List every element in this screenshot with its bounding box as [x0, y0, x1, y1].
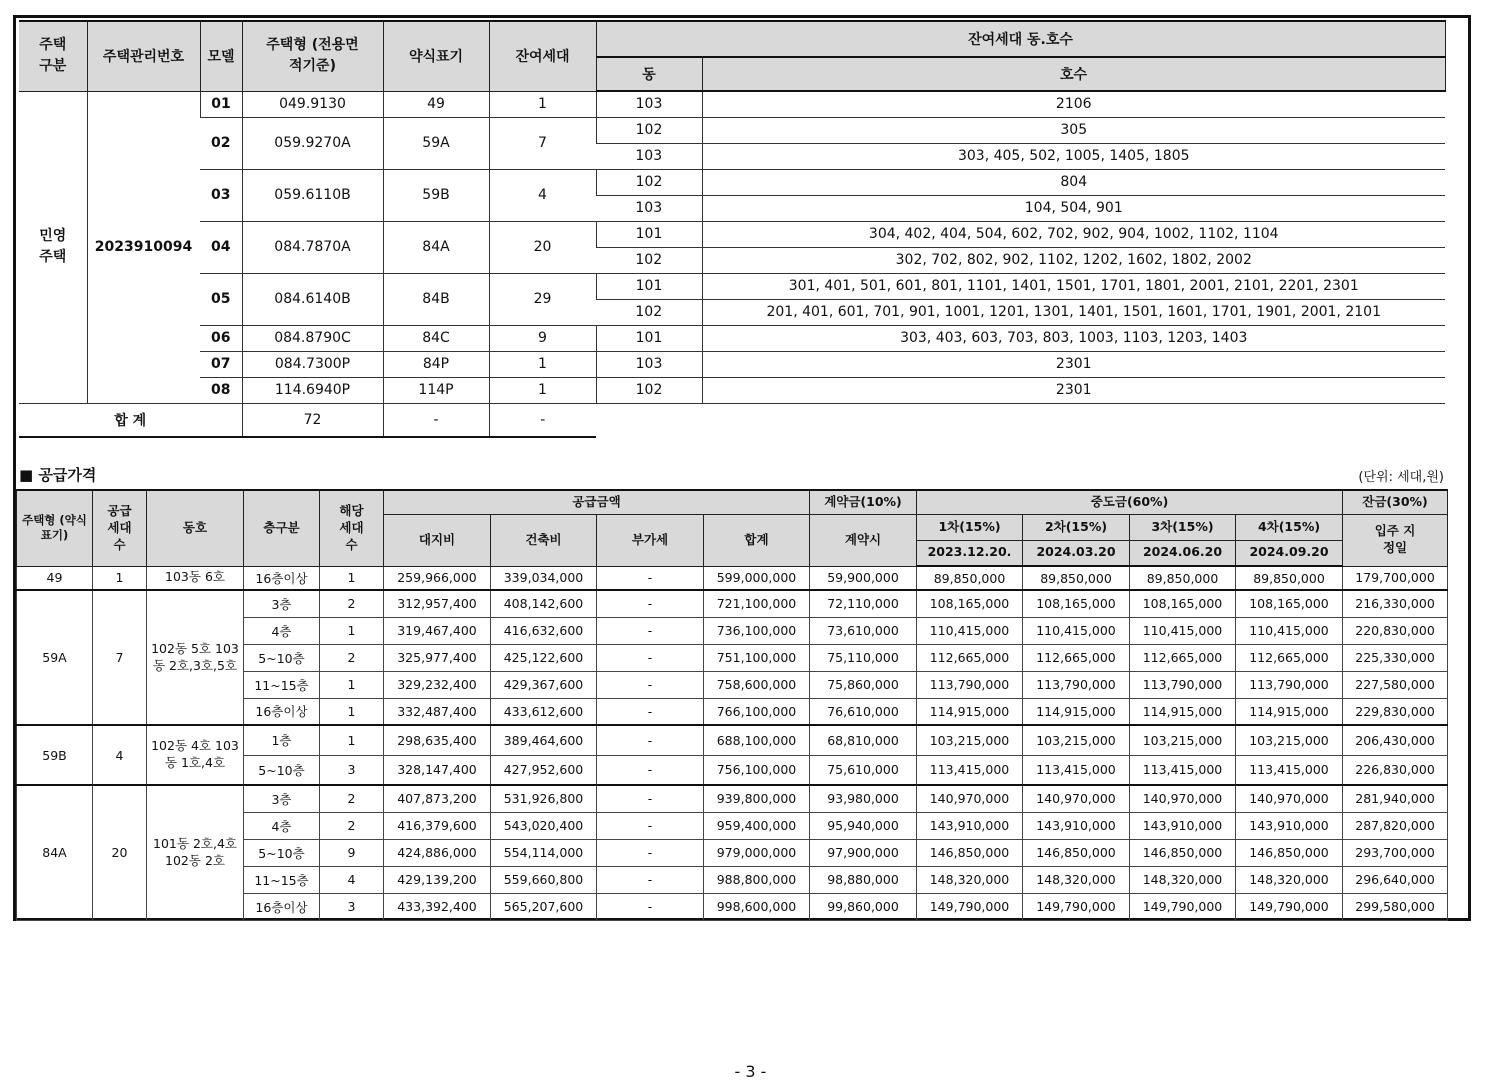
m3-cell: 140,970,000	[1130, 785, 1236, 812]
header-m1: 1차(15%)	[917, 514, 1023, 540]
balance-cell: 287,820,000	[1343, 812, 1448, 839]
type-cell: 49	[17, 566, 93, 590]
vat-cell: -	[597, 644, 704, 671]
header-m2: 2차(15%)	[1023, 514, 1130, 540]
type-cell: 59B	[17, 725, 93, 785]
dongho-cell: 103동 6호	[147, 566, 244, 590]
floor-cell: 16층이상	[244, 566, 320, 590]
header-m3-date: 2024.06.20	[1130, 540, 1236, 566]
m3-cell: 112,665,000	[1130, 644, 1236, 671]
hosu-cell: 303, 403, 603, 703, 803, 1003, 1103, 1203, 1403	[702, 325, 1445, 351]
header-housing-type: 주택 구분	[19, 21, 87, 91]
m1-cell: 140,970,000	[917, 785, 1023, 812]
remaining-count-cell: 7	[489, 117, 596, 169]
units-cell: 3	[320, 893, 384, 920]
hosu-cell: 104, 504, 901	[702, 195, 1445, 221]
m2-cell: 146,850,000	[1023, 839, 1130, 866]
sum-cell: 758,600,000	[704, 671, 810, 698]
units-cell: 1	[320, 671, 384, 698]
hosu-cell: 2106	[702, 91, 1445, 117]
vat-cell: -	[597, 755, 704, 785]
balance-cell: 206,430,000	[1343, 725, 1448, 755]
price-row	[17, 785, 1448, 812]
sum-cell: 688,100,000	[704, 725, 810, 755]
model-cell: 02	[200, 117, 242, 169]
units-cell: 1	[320, 566, 384, 590]
dong-cell: 101	[596, 221, 702, 247]
model-cell: 08	[200, 377, 242, 403]
sum-cell: 766,100,000	[704, 698, 810, 725]
house-type-cell: 084.7870A	[242, 221, 383, 273]
page-number: - 3 -	[734, 1062, 767, 1081]
m4-cell: 110,415,000	[1236, 617, 1343, 644]
price-row	[17, 590, 1448, 617]
m3-cell: 103,215,000	[1130, 725, 1236, 755]
header-mgmt-no: 주택관리번호	[87, 21, 200, 91]
balance-cell: 229,830,000	[1343, 698, 1448, 725]
building-cell: 433,612,600	[491, 698, 597, 725]
balance-cell: 216,330,000	[1343, 590, 1448, 617]
land-cell: 259,966,000	[384, 566, 491, 590]
land-cell: 424,886,000	[384, 839, 491, 866]
units-cell: 1	[320, 617, 384, 644]
dong-cell: 101	[596, 273, 702, 299]
abbrev-cell: 84A	[383, 221, 489, 273]
dong-cell: 102	[596, 377, 702, 403]
m2-cell: 103,215,000	[1023, 725, 1130, 755]
sum-cell: 751,100,000	[704, 644, 810, 671]
supply-units-cell: 20	[93, 785, 147, 920]
land-cell: 332,487,400	[384, 698, 491, 725]
price-row	[17, 566, 1448, 590]
type-cell: 59A	[17, 590, 93, 725]
sum-cell: 988,800,000	[704, 866, 810, 893]
land-cell: 329,232,400	[384, 671, 491, 698]
abbrev-cell: 114P	[383, 377, 489, 403]
dong-cell: 101	[596, 325, 702, 351]
hosu-cell: 301, 401, 501, 601, 801, 1101, 1401, 1501, 1701, 1801, 2001, 2101, 2201, 2301	[702, 273, 1445, 299]
hosu-cell: 303, 405, 502, 1005, 1405, 1805	[702, 143, 1445, 169]
header-sum: 합계	[704, 514, 810, 566]
m3-cell: 114,915,000	[1130, 698, 1236, 725]
supply-units-cell: 7	[93, 590, 147, 725]
units-cell: 3	[320, 755, 384, 785]
m2-cell: 110,415,000	[1023, 617, 1130, 644]
m1-cell: 113,415,000	[917, 755, 1023, 785]
balance-cell: 299,580,000	[1343, 893, 1448, 920]
section-title: ■ 공급가격	[19, 466, 97, 484]
house-type-cell: 059.6110B	[242, 169, 383, 221]
land-cell: 429,139,200	[384, 866, 491, 893]
dongho-cell: 102동 5호 103동 2호,3호,5호	[147, 590, 244, 725]
contract-cell: 75,860,000	[810, 671, 917, 698]
m1-cell: 148,320,000	[917, 866, 1023, 893]
remaining-count-cell: 1	[489, 351, 596, 377]
land-cell: 312,957,400	[384, 590, 491, 617]
building-cell: 339,034,000	[491, 566, 597, 590]
vat-cell: -	[597, 866, 704, 893]
m4-cell: 143,910,000	[1236, 812, 1343, 839]
supply-units-cell: 4	[93, 725, 147, 785]
land-cell: 407,873,200	[384, 785, 491, 812]
vat-cell: -	[597, 698, 704, 725]
header-units: 해당 세대수	[320, 490, 384, 566]
m2-cell: 113,790,000	[1023, 671, 1130, 698]
hosu-cell: 804	[702, 169, 1445, 195]
header-middle: 중도금(60%)	[917, 490, 1343, 514]
m3-cell: 148,320,000	[1130, 866, 1236, 893]
header-land: 대지비	[384, 514, 491, 566]
sum-cell: 736,100,000	[704, 617, 810, 644]
vat-cell: -	[597, 893, 704, 920]
m1-cell: 114,915,000	[917, 698, 1023, 725]
m1-cell: 103,215,000	[917, 725, 1023, 755]
floor-cell: 5~10층	[244, 644, 320, 671]
contract-cell: 75,610,000	[810, 755, 917, 785]
header-building: 건축비	[491, 514, 597, 566]
m4-cell: 89,850,000	[1236, 566, 1343, 590]
building-cell: 427,952,600	[491, 755, 597, 785]
header-balance-when: 입주 지정일	[1343, 514, 1448, 566]
m3-cell: 143,910,000	[1130, 812, 1236, 839]
remaining-count-cell: 1	[489, 377, 596, 403]
contract-cell: 76,610,000	[810, 698, 917, 725]
sum-cell: 939,800,000	[704, 785, 810, 812]
model-cell: 07	[200, 351, 242, 377]
model-cell: 05	[200, 273, 242, 325]
vat-cell: -	[597, 590, 704, 617]
m4-cell: 113,790,000	[1236, 671, 1343, 698]
m3-cell: 113,790,000	[1130, 671, 1236, 698]
header-remaining-units: 잔여세대 동.호수	[596, 21, 1445, 57]
contract-cell: 75,110,000	[810, 644, 917, 671]
balance-cell: 225,330,000	[1343, 644, 1448, 671]
balance-cell: 296,640,000	[1343, 866, 1448, 893]
units-cell: 2	[320, 785, 384, 812]
remaining-count-cell: 4	[489, 169, 596, 221]
supply-units-cell: 1	[93, 566, 147, 590]
housing-type-cell: 민영 주택	[19, 91, 87, 403]
m4-cell: 148,320,000	[1236, 866, 1343, 893]
m3-cell: 149,790,000	[1130, 893, 1236, 920]
remaining-count-cell: 29	[489, 273, 596, 325]
abbrev-cell: 84P	[383, 351, 489, 377]
header-m4: 4차(15%)	[1236, 514, 1343, 540]
remaining-count-cell: 9	[489, 325, 596, 351]
m3-cell: 108,165,000	[1130, 590, 1236, 617]
m4-cell: 103,215,000	[1236, 725, 1343, 755]
contract-cell: 98,880,000	[810, 866, 917, 893]
dong-cell: 102	[596, 117, 702, 143]
m1-cell: 110,415,000	[917, 617, 1023, 644]
dong-cell: 103	[596, 195, 702, 221]
abbrev-cell: 59A	[383, 117, 489, 169]
abbrev-cell: 84B	[383, 273, 489, 325]
header-vat: 부가세	[597, 514, 704, 566]
abbrev-cell: 59B	[383, 169, 489, 221]
units-cell: 2	[320, 812, 384, 839]
vat-cell: -	[597, 725, 704, 755]
floor-cell: 16층이상	[244, 893, 320, 920]
floor-cell: 11~15층	[244, 671, 320, 698]
m2-cell: 149,790,000	[1023, 893, 1130, 920]
house-type-cell: 059.9270A	[242, 117, 383, 169]
m3-cell: 113,415,000	[1130, 755, 1236, 785]
unit-note: (단위: 세대,원)	[1358, 470, 1444, 485]
supply-price-table	[16, 489, 1448, 921]
sum-cell: 756,100,000	[704, 755, 810, 785]
dong-cell: 102	[596, 299, 702, 325]
building-cell: 425,122,600	[491, 644, 597, 671]
hosu-cell: 201, 401, 601, 701, 901, 1001, 1201, 1301, 1401, 1501, 1601, 1701, 1901, 2001, 2101	[702, 299, 1445, 325]
m1-cell: 146,850,000	[917, 839, 1023, 866]
balance-cell: 226,830,000	[1343, 755, 1448, 785]
hosu-cell: 304, 402, 404, 504, 602, 702, 902, 904, 1002, 1102, 1104	[702, 221, 1445, 247]
m4-cell: 114,915,000	[1236, 698, 1343, 725]
sum-cell: 599,000,000	[704, 566, 810, 590]
floor-cell: 3층	[244, 590, 320, 617]
dong-cell: 102	[596, 169, 702, 195]
house-type-cell: 114.6940P	[242, 377, 383, 403]
land-cell: 433,392,400	[384, 893, 491, 920]
units-cell: 9	[320, 839, 384, 866]
header-floor: 층구분	[244, 490, 320, 566]
header-m1-date: 2023.12.20.	[917, 540, 1023, 566]
dongho-cell: 102동 4호 103동 1호,4호	[147, 725, 244, 785]
building-cell: 559,660,800	[491, 866, 597, 893]
sum-cell: 979,000,000	[704, 839, 810, 866]
header-remaining: 잔여세대	[489, 21, 596, 91]
m2-cell: 140,970,000	[1023, 785, 1130, 812]
m2-cell: 114,915,000	[1023, 698, 1130, 725]
type-cell: 84A	[17, 785, 93, 920]
header-abbrev: 약식표기	[383, 21, 489, 91]
floor-cell: 16층이상	[244, 698, 320, 725]
model-cell: 03	[200, 169, 242, 221]
contract-cell: 97,900,000	[810, 839, 917, 866]
m2-cell: 89,850,000	[1023, 566, 1130, 590]
hosu-cell: 302, 702, 802, 902, 1102, 1202, 1602, 1802, 2002	[702, 247, 1445, 273]
vat-cell: -	[597, 839, 704, 866]
header-supply-units: 공급 세대 수	[93, 490, 147, 566]
hosu-cell: 2301	[702, 377, 1445, 403]
header-contract: 계약금(10%)	[810, 490, 917, 514]
house-type-cell: 084.6140B	[242, 273, 383, 325]
vat-cell: -	[597, 812, 704, 839]
land-cell: 416,379,600	[384, 812, 491, 839]
contract-cell: 95,940,000	[810, 812, 917, 839]
building-cell: 389,464,600	[491, 725, 597, 755]
dong-cell: 103	[596, 351, 702, 377]
supply-price-rows	[17, 566, 1448, 920]
remaining-units-table	[19, 20, 1446, 438]
units-cell: 2	[320, 590, 384, 617]
vat-cell: -	[597, 785, 704, 812]
hosu-cell: 2301	[702, 351, 1445, 377]
contract-cell: 72,110,000	[810, 590, 917, 617]
vat-cell: -	[597, 671, 704, 698]
building-cell: 543,020,400	[491, 812, 597, 839]
balance-cell: 227,580,000	[1343, 671, 1448, 698]
dong-cell: 102	[596, 247, 702, 273]
floor-cell: 5~10층	[244, 755, 320, 785]
remaining-count-cell: 1	[489, 91, 596, 117]
units-cell: 1	[320, 698, 384, 725]
land-cell: 319,467,400	[384, 617, 491, 644]
building-cell: 408,142,600	[491, 590, 597, 617]
m4-cell: 140,970,000	[1236, 785, 1343, 812]
abbrev-cell: 84C	[383, 325, 489, 351]
m2-cell: 108,165,000	[1023, 590, 1130, 617]
land-cell: 325,977,400	[384, 644, 491, 671]
house-type-cell: 084.7300P	[242, 351, 383, 377]
vat-cell: -	[597, 617, 704, 644]
header-m3: 3차(15%)	[1130, 514, 1236, 540]
sum-cell: 721,100,000	[704, 590, 810, 617]
balance-cell: 179,700,000	[1343, 566, 1448, 590]
header-supply-amount: 공급금액	[384, 490, 810, 514]
units-cell: 1	[320, 725, 384, 755]
sum-cell: 959,400,000	[704, 812, 810, 839]
header-dong: 동	[596, 57, 702, 91]
total-label: 합 계	[19, 403, 242, 437]
contract-cell: 93,980,000	[810, 785, 917, 812]
house-type-cell: 084.8790C	[242, 325, 383, 351]
building-cell: 531,926,800	[491, 785, 597, 812]
header-m2-date: 2024.03.20	[1023, 540, 1130, 566]
units-cell: 4	[320, 866, 384, 893]
m4-cell: 108,165,000	[1236, 590, 1343, 617]
sum-cell: 998,600,000	[704, 893, 810, 920]
dong-cell: 103	[596, 91, 702, 117]
model-cell: 04	[200, 221, 242, 273]
header-dongho: 동호	[147, 490, 244, 566]
hosu-cell: 305	[702, 117, 1445, 143]
m2-cell: 112,665,000	[1023, 644, 1130, 671]
land-cell: 328,147,400	[384, 755, 491, 785]
contract-cell: 99,860,000	[810, 893, 917, 920]
m4-cell: 146,850,000	[1236, 839, 1343, 866]
m1-cell: 113,790,000	[917, 671, 1023, 698]
m2-cell: 143,910,000	[1023, 812, 1130, 839]
m2-cell: 113,415,000	[1023, 755, 1130, 785]
header-balance: 잔금(30%)	[1343, 490, 1448, 514]
m3-cell: 110,415,000	[1130, 617, 1236, 644]
building-cell: 416,632,600	[491, 617, 597, 644]
m2-cell: 148,320,000	[1023, 866, 1130, 893]
building-cell: 565,207,600	[491, 893, 597, 920]
floor-cell: 4층	[244, 812, 320, 839]
total-dong: -	[383, 403, 489, 437]
abbrev-cell: 49	[383, 91, 489, 117]
house-type-cell: 049.9130	[242, 91, 383, 117]
floor-cell: 11~15층	[244, 866, 320, 893]
m4-cell: 112,665,000	[1236, 644, 1343, 671]
floor-cell: 4층	[244, 617, 320, 644]
building-cell: 554,114,000	[491, 839, 597, 866]
balance-cell: 293,700,000	[1343, 839, 1448, 866]
m1-cell: 143,910,000	[917, 812, 1023, 839]
m1-cell: 149,790,000	[917, 893, 1023, 920]
model-cell: 06	[200, 325, 242, 351]
balance-cell: 281,940,000	[1343, 785, 1448, 812]
m1-cell: 108,165,000	[917, 590, 1023, 617]
contract-cell: 68,810,000	[810, 725, 917, 755]
floor-cell: 1층	[244, 725, 320, 755]
m1-cell: 89,850,000	[917, 566, 1023, 590]
m3-cell: 89,850,000	[1130, 566, 1236, 590]
m1-cell: 112,665,000	[917, 644, 1023, 671]
header-model: 모델	[200, 21, 242, 91]
total-hosu: -	[489, 403, 596, 437]
price-row	[17, 725, 1448, 755]
header-contract-when: 계약시	[810, 514, 917, 566]
contract-cell: 73,610,000	[810, 617, 917, 644]
model-cell: 01	[200, 91, 242, 117]
floor-cell: 3층	[244, 785, 320, 812]
m3-cell: 146,850,000	[1130, 839, 1236, 866]
remaining-count-cell: 20	[489, 221, 596, 273]
dongho-cell: 101동 2호,4호 102동 2호	[147, 785, 244, 920]
m4-cell: 149,790,000	[1236, 893, 1343, 920]
m4-cell: 113,415,000	[1236, 755, 1343, 785]
vat-cell: -	[597, 566, 704, 590]
dong-cell: 103	[596, 143, 702, 169]
contract-cell: 59,900,000	[810, 566, 917, 590]
units-cell: 2	[320, 644, 384, 671]
total-count: 72	[242, 403, 383, 437]
building-cell: 429,367,600	[491, 671, 597, 698]
header-type: 주택형 (약식표기)	[17, 490, 93, 566]
floor-cell: 5~10층	[244, 839, 320, 866]
mgmt-no-cell: 2023910094	[87, 91, 200, 403]
header-hosu: 호수	[702, 57, 1445, 91]
header-house-type: 주택형 (전용면적기준)	[242, 21, 383, 91]
header-m4-date: 2024.09.20	[1236, 540, 1343, 566]
balance-cell: 220,830,000	[1343, 617, 1448, 644]
land-cell: 298,635,400	[384, 725, 491, 755]
